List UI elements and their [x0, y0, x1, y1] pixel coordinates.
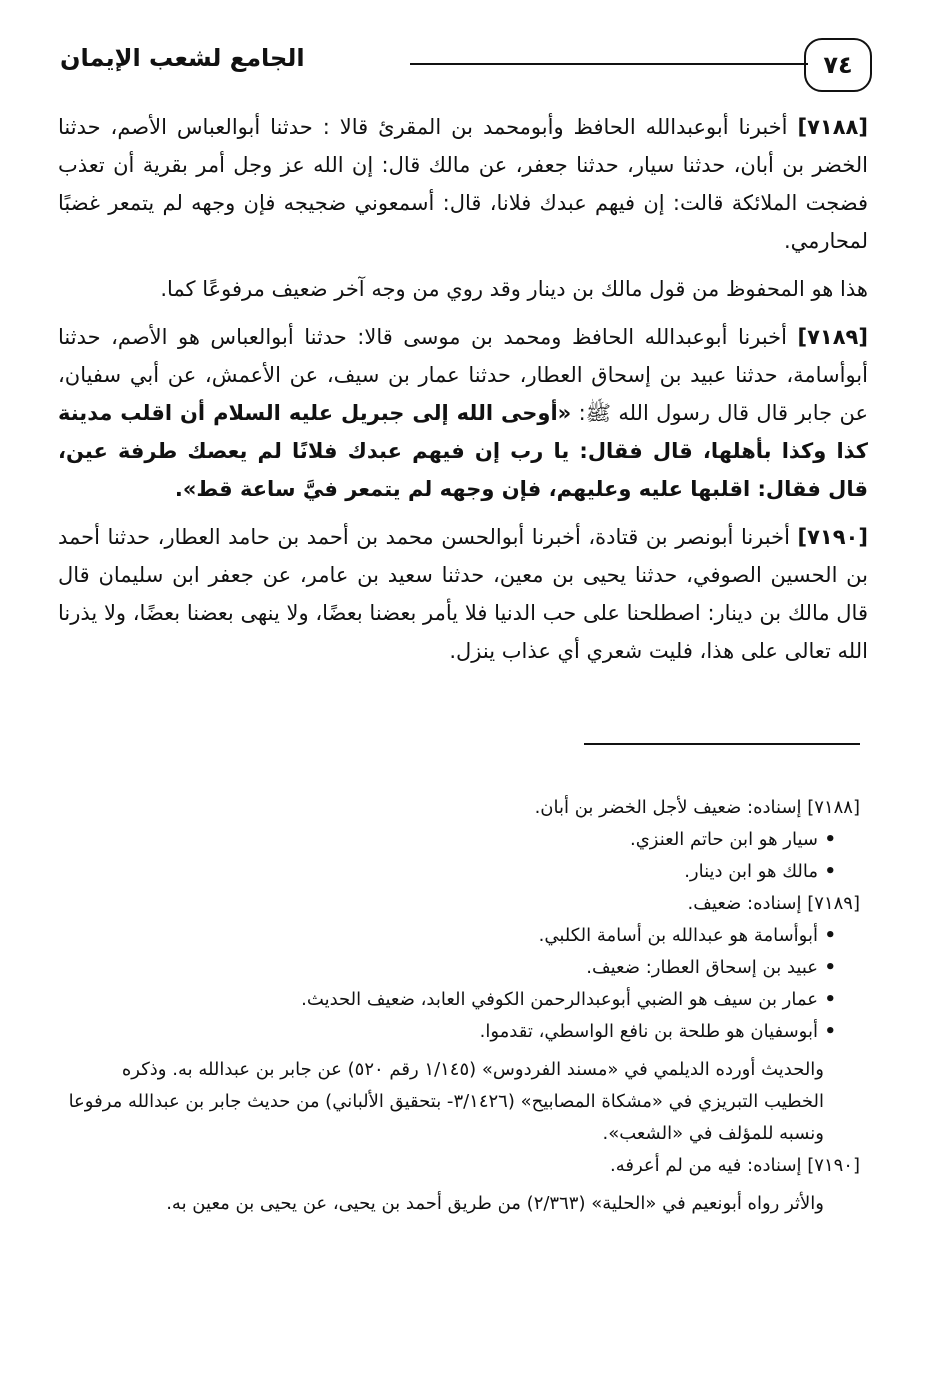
footnote-text: إسناده: ضعيف لأجل الخضر بن أبان. — [534, 797, 802, 818]
header-rule — [410, 63, 808, 65]
bullet-icon: • — [824, 925, 836, 946]
footnote-rule — [584, 743, 860, 745]
footnote-text: إسناده: ضعيف. — [687, 893, 802, 914]
hadith-isnad: أخبرنا أبوعبدالله الحافظ ومحمد بن موسى قالا: حدثنا أبوالعباس هو الأصم، حدثنا أبوأسامة، حدثنا عبيد بن إسحاق العطار، حدثنا عمار بن سيف، عن الأعمش، عن أبي سفيان، عن جابر قال قال رسول الله ﷺ: — [58, 325, 868, 425]
hadith-7189 — [58, 318, 868, 508]
footnote-label: [٧١٨٨] — [807, 797, 860, 818]
footnote-7189-list — [66, 920, 860, 1048]
hadith-7188 — [58, 108, 868, 260]
hadith-text: أخبرنا أبوعبدالله الحافظ وأبومحمد بن المقرئ قالا : حدثنا أبوالعباس الأصم، حدثنا الخضر بن أبان، حدثنا سيار، حدثنا جعفر، عن مالك قال: إن الله عز وجل أمر بقرية أن تعذب فضجت الملائكة قالت: إن فيهم عبدك فلانا، قال: أسمعوني ضجيجه فإن وجهه لم يتمعر غضبًا لمحارمي. — [58, 115, 868, 253]
list-item: •عبيد بن إسحاق العطار: ضعيف. — [66, 952, 836, 984]
list-item: •أبوأسامة هو عبدالله بن أسامة الكلبي. — [66, 920, 836, 952]
page-header — [60, 38, 872, 92]
footnote-7188-head — [66, 792, 860, 824]
footnote-7190-extra: والأثر رواه أبونعيم في «الحلية» (٢/٣٦٣) من طريق أحمد بن يحيى، عن يحيى بن معين به. — [166, 1193, 824, 1214]
bullet-icon: • — [824, 829, 836, 850]
hadith-text: أخبرنا أبونصر بن قتادة، أخبرنا أبوالحسن محمد بن أحمد بن حامد العطار، حدثنا أحمد بن الحسين الصوفي، حدثنا يحيى بن معين، حدثنا سعيد بن عامر، عن جعفر ابن سليمان قال قال مالك بن دينار: اصطلحنا على حب الدنيا فلا يأمر بعضنا بعضًا، ولا ينهى بعضنا بعضًا، ولا يذرنا الله تعالى على هذا، فليت شعري أي عذاب ينزل. — [58, 525, 868, 663]
hadith-7190 — [58, 518, 868, 670]
bullet-icon: • — [824, 861, 836, 882]
list-item: •سيار هو ابن حاتم العنزي. — [66, 824, 836, 856]
footnote-label: [٧١٩٠] — [807, 1155, 860, 1176]
list-item: •أبوسفيان هو طلحة بن نافع الواسطي، تقدموا. — [66, 1016, 836, 1048]
hadith-number: [٧١٩٠] — [797, 525, 868, 549]
bullet-icon: • — [824, 989, 836, 1010]
footnotes — [66, 792, 860, 1220]
footnote-label: [٧١٨٩] — [807, 893, 860, 914]
bullet-icon: • — [824, 957, 836, 978]
hadith-7188-comment: هذا هو المحفوظ من قول مالك بن دينار وقد روي من وجه آخر ضعيف مرفوعًا كما. — [160, 277, 868, 301]
footnote-7190-head — [66, 1150, 860, 1182]
footnote-text: إسناده: فيه من لم أعرفه. — [609, 1155, 802, 1176]
list-item: •عمار بن سيف هو الضبي أبوعبدالرحمن الكوفي العابد، ضعيف الحديث. — [66, 984, 836, 1016]
list-item: •مالك هو ابن دينار. — [66, 856, 836, 888]
hadith-number: [٧١٨٩] — [797, 325, 868, 349]
footnote-7189-head — [66, 888, 860, 920]
bullet-icon: • — [824, 1021, 836, 1042]
page-number: ٧٤ — [804, 38, 872, 92]
hadith-matn: «أوحى الله إلى جبريل عليه السلام أن اقلب مدينة كذا وكذا بأهلها، قال فقال: يا رب إن فيهم عبدك فلانًا لم يعصك طرفة عين، قال فقال: اقلبها عليه وعليهم، فإن وجهه لم يتمعر فيَّ ساعة قط». — [58, 401, 868, 501]
hadith-number: [٧١٨٨] — [797, 115, 868, 139]
running-title: الجامع لشعب الإيمان — [60, 44, 305, 72]
main-text — [58, 108, 868, 670]
footnote-7188-list — [66, 824, 860, 888]
footnote-7189-extra: والحديث أورده الديلمي في «مسند الفردوس» (١/١٤٥ رقم ٥٢٠) عن جابر بن عبدالله به. وذكره الخطيب التبريزي في «مشكاة المصابيح» (٣/١٤٢٦- بتحقيق الألباني) من حديث جابر بن عبدالله مرفوعا ونسبه للمؤلف في «الشعب». — [68, 1059, 824, 1144]
